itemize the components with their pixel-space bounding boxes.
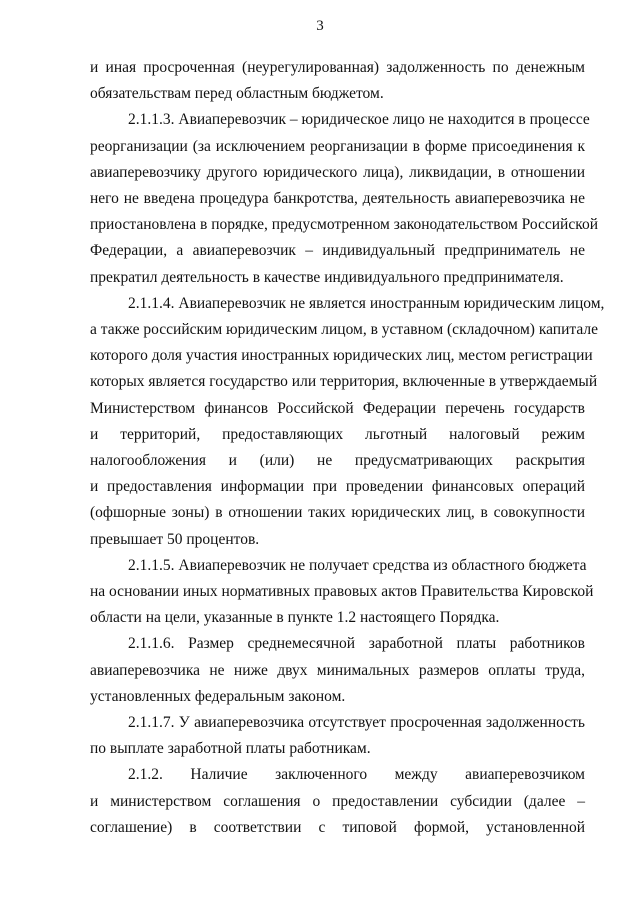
paragraph: [90, 631, 585, 710]
text-line: на основании иных нормативных правовых актов Правительства Кировской: [90, 583, 594, 601]
text-line: по выплате заработной платы работникам.: [90, 740, 371, 758]
text-line: 2.1.1.6. Размер среднемесячной заработной платы работников: [128, 635, 585, 653]
text-line: 2.1.1.3. Авиаперевозчик – юридическое лицо не находится в процессе: [128, 111, 590, 129]
text-line: прекратил деятельность в качестве индивидуального предпринимателя.: [90, 268, 564, 286]
text-line: 2.1.1.4. Авиаперевозчик не является иностранным юридическим лицом,: [128, 294, 605, 312]
text-line: превышает 50 процентов.: [90, 530, 260, 548]
page-number: 3: [316, 18, 324, 34]
text-line: налогообложения и (или) не предусматривающих раскрытия: [90, 452, 585, 470]
text-line: авиаперевозчику другого юридического лица), ликвидации, в отношении: [90, 163, 585, 181]
text-line: которого доля участия иностранных юридических лиц, местом регистрации: [90, 347, 593, 365]
text-line: авиаперевозчика не ниже двух минимальных размеров оплаты труда,: [90, 661, 585, 679]
text-line: области на цели, указанные в пункте 1.2 настоящего Порядка.: [90, 609, 500, 627]
paragraph: [90, 291, 605, 553]
text-line: а также российским юридическим лицом, в уставном (складочном) капитале: [90, 321, 598, 339]
text-line: приостановлена в порядке, предусмотренном законодательством Российской: [90, 216, 599, 234]
text-line: (офшорные зоны) в отношении таких юридических лиц, в совокупности: [90, 504, 585, 522]
text-line: и иная просроченная (неурегулированная) задолженность по денежным: [90, 59, 585, 76]
text-line: установленных федеральным законом.: [90, 687, 346, 705]
paragraph: [90, 107, 599, 290]
document-body: [90, 55, 605, 841]
paragraph: [90, 55, 585, 107]
text-line: Министерством финансов Российской Федерации перечень государств: [90, 399, 585, 417]
paragraph: [90, 710, 585, 762]
text-line: которых является государство или территория, включенные в утверждаемый: [90, 373, 598, 391]
text-line: обязательствам перед областным бюджетом.: [90, 85, 384, 103]
paragraph: [90, 762, 585, 841]
text-line: 2.1.1.7. У авиаперевозчика отсутствует просроченная задолженность: [128, 714, 585, 732]
text-line: и предоставления информации при проведении финансовых операций: [90, 478, 585, 496]
text-line: соглашение) в соответствии с типовой формой, установленной: [90, 818, 585, 836]
paragraph: [90, 553, 594, 632]
text-line: реорганизации (за исключением реорганизации в форме присоединения к: [90, 137, 585, 155]
text-line: него не введена процедура банкротства, деятельность авиаперевозчика не: [90, 190, 585, 208]
text-line: Федерации, а авиаперевозчик – индивидуальный предприниматель не: [90, 242, 585, 260]
text-line: и министерством соглашения о предоставлении субсидии (далее –: [90, 792, 585, 810]
text-line: 2.1.1.5. Авиаперевозчик не получает средства из областного бюджета: [128, 556, 587, 574]
text-line: 2.1.2. Наличие заключенного между авиаперевозчиком: [128, 766, 585, 784]
text-line: и территорий, предоставляющих льготный налоговый режим: [90, 425, 585, 443]
